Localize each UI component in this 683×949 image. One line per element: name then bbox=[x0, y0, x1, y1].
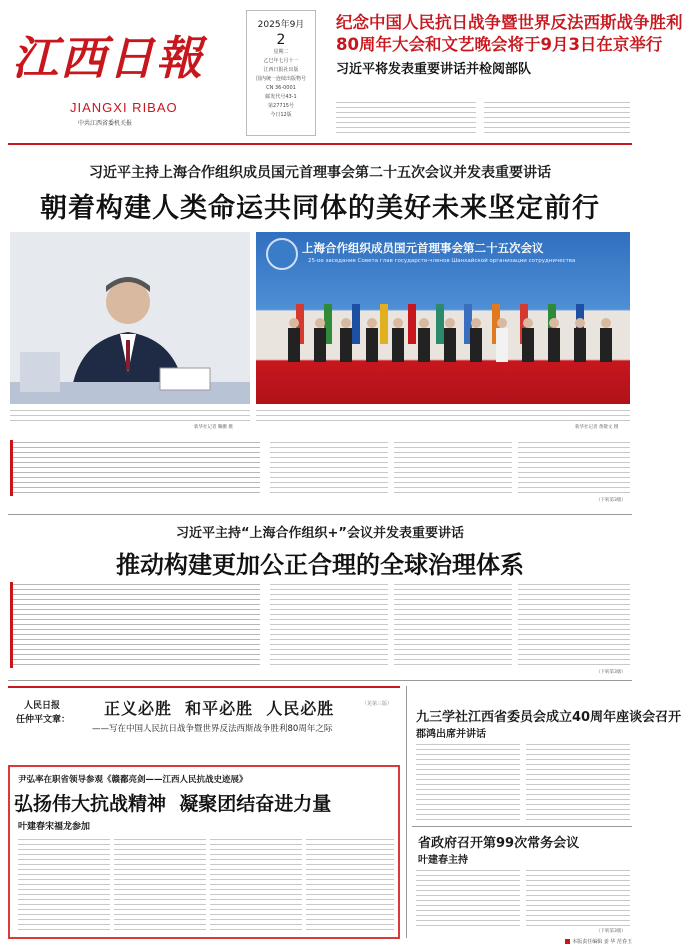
date-year-month: 2025年9月 bbox=[257, 20, 305, 30]
top-news-body-2 bbox=[484, 100, 630, 136]
newspaper-logo: 江西日報 bbox=[12, 31, 204, 85]
featured-body-col-3 bbox=[210, 837, 302, 933]
right-story-2-subhead: 叶建春主持 bbox=[418, 855, 468, 866]
footer-square-icon bbox=[565, 939, 570, 944]
photo-speaker[interactable] bbox=[10, 232, 250, 404]
second-body-col-1 bbox=[270, 582, 388, 668]
lead-kicker: 习近平主持上海合作组织成员国元首理事会第二十五次会议并发表重要讲话 bbox=[89, 165, 551, 181]
lead-summary-box bbox=[10, 440, 260, 496]
right-story-1-body-a bbox=[416, 742, 520, 822]
top-news-body bbox=[336, 100, 476, 136]
date-lunar: 乙巳年七月十一 bbox=[263, 58, 299, 64]
photo2-credit: 新华社记者 黄敬文 摄 bbox=[575, 425, 619, 430]
opinion-box bbox=[8, 686, 400, 758]
right-story-1-headline[interactable]: 九三学社江西省委员会成立40周年座谈会召开 bbox=[416, 710, 682, 725]
footer-editors: 本版责任编辑 姜 华 范春玉 bbox=[572, 939, 632, 945]
featured-kicker: 尹弘率在职省领导参观《赣鄱亮剑——江西人民抗战史迹展》 bbox=[18, 775, 248, 785]
opinion-label-1: 人民日报 bbox=[24, 701, 61, 711]
right-story-2-body-b bbox=[526, 868, 630, 928]
photo1-caption bbox=[10, 408, 250, 424]
second-continued[interactable]: （下转第3版） bbox=[596, 670, 626, 675]
opinion-tag[interactable]: （见第三版） bbox=[361, 701, 392, 707]
top-news-headline-1[interactable]: 纪念中国人民抗日战争暨世界反法西斯战争胜利 bbox=[336, 13, 683, 32]
featured-body-col-1 bbox=[18, 837, 110, 933]
featured-body-col-2 bbox=[114, 837, 206, 933]
issue-number: 第27715号 bbox=[268, 103, 294, 109]
photo1-credit: 新华社记者 鞠鹏 摄 bbox=[194, 425, 233, 430]
edition-note: 国内统一连续出版物号 bbox=[255, 76, 306, 82]
banner-subtitle: 25-ое заседание Совета глав государств-членов Шанхайской организации сотрудничества bbox=[308, 258, 576, 264]
page-footer bbox=[565, 938, 632, 945]
photo2-caption bbox=[256, 408, 630, 424]
opinion-headline[interactable]: 正义必胜 和平必胜 人民必胜 bbox=[104, 699, 335, 718]
featured-body-col-4 bbox=[306, 837, 394, 933]
lead-body-col-2 bbox=[394, 440, 512, 496]
lead-body-col-3 bbox=[518, 440, 630, 496]
lead-continued[interactable]: （下转第3版） bbox=[596, 498, 626, 503]
featured-subhead: 叶建春宋福龙参加 bbox=[18, 822, 91, 832]
newspaper-pinyin: JIANGXI RIBAO bbox=[70, 100, 178, 115]
group-illustration bbox=[256, 232, 630, 404]
right-story-2-body-a bbox=[416, 868, 520, 928]
top-news-headline-2[interactable]: 80周年大会和文艺晚会将于9月3日在京举行 bbox=[336, 35, 663, 54]
date-weekday: 星期二 bbox=[273, 49, 289, 55]
featured-headline[interactable]: 弘扬伟大抗战精神 凝聚团结奋进力量 bbox=[14, 793, 332, 815]
right-story-1-body-b bbox=[526, 742, 630, 822]
opinion-label-2: 任仲平文章： bbox=[16, 715, 71, 725]
lead-body-col-1 bbox=[270, 440, 388, 496]
banner-title: 上海合作组织成员国元首理事会第二十五次会议 bbox=[302, 241, 544, 255]
masthead-divider bbox=[8, 143, 632, 145]
cn-number: CN 36-0001 bbox=[266, 85, 296, 91]
divider-second bbox=[8, 680, 632, 681]
photo-group[interactable] bbox=[256, 232, 630, 404]
date-box bbox=[246, 10, 316, 136]
lead-headline[interactable]: 朝着构建人类命运共同体的美好未来坚定前行 bbox=[40, 193, 600, 224]
publisher: 江西日报社出版 bbox=[263, 67, 299, 73]
post-code: 邮发代号43-1 bbox=[265, 94, 297, 100]
divider-vertical bbox=[406, 686, 407, 938]
top-news-subhead: 习近平将发表重要讲话并检阅部队 bbox=[336, 62, 532, 77]
divider-lead bbox=[8, 514, 632, 515]
second-kicker: 习近平主持“上海合作组织+”会议并发表重要讲话 bbox=[176, 526, 464, 541]
opinion-subhead: ——写在中国人民抗日战争暨世界反法西斯战争胜利80周年之际 bbox=[92, 724, 333, 734]
right-story-1-subhead: 郡鸿出席并讲话 bbox=[416, 729, 486, 740]
second-body-col-2 bbox=[394, 582, 512, 668]
featured-box[interactable] bbox=[8, 765, 400, 939]
top-news bbox=[336, 12, 683, 77]
page-count: 今日12版 bbox=[270, 112, 292, 118]
right-story-2-headline[interactable]: 省政府召开第99次常务会议 bbox=[418, 836, 580, 851]
newspaper-sponsor: 中共江西省委机关报 bbox=[78, 120, 133, 127]
divider-right bbox=[412, 826, 632, 827]
second-headline[interactable]: 推动构建更加公正合理的全球治理体系 bbox=[116, 551, 524, 579]
date-day: 2 bbox=[276, 32, 286, 48]
second-body-col-3 bbox=[518, 582, 630, 668]
right-story-2-continued[interactable]: （下转第3版） bbox=[596, 929, 626, 934]
second-summary-box bbox=[10, 582, 260, 668]
speaker-illustration bbox=[10, 232, 250, 404]
